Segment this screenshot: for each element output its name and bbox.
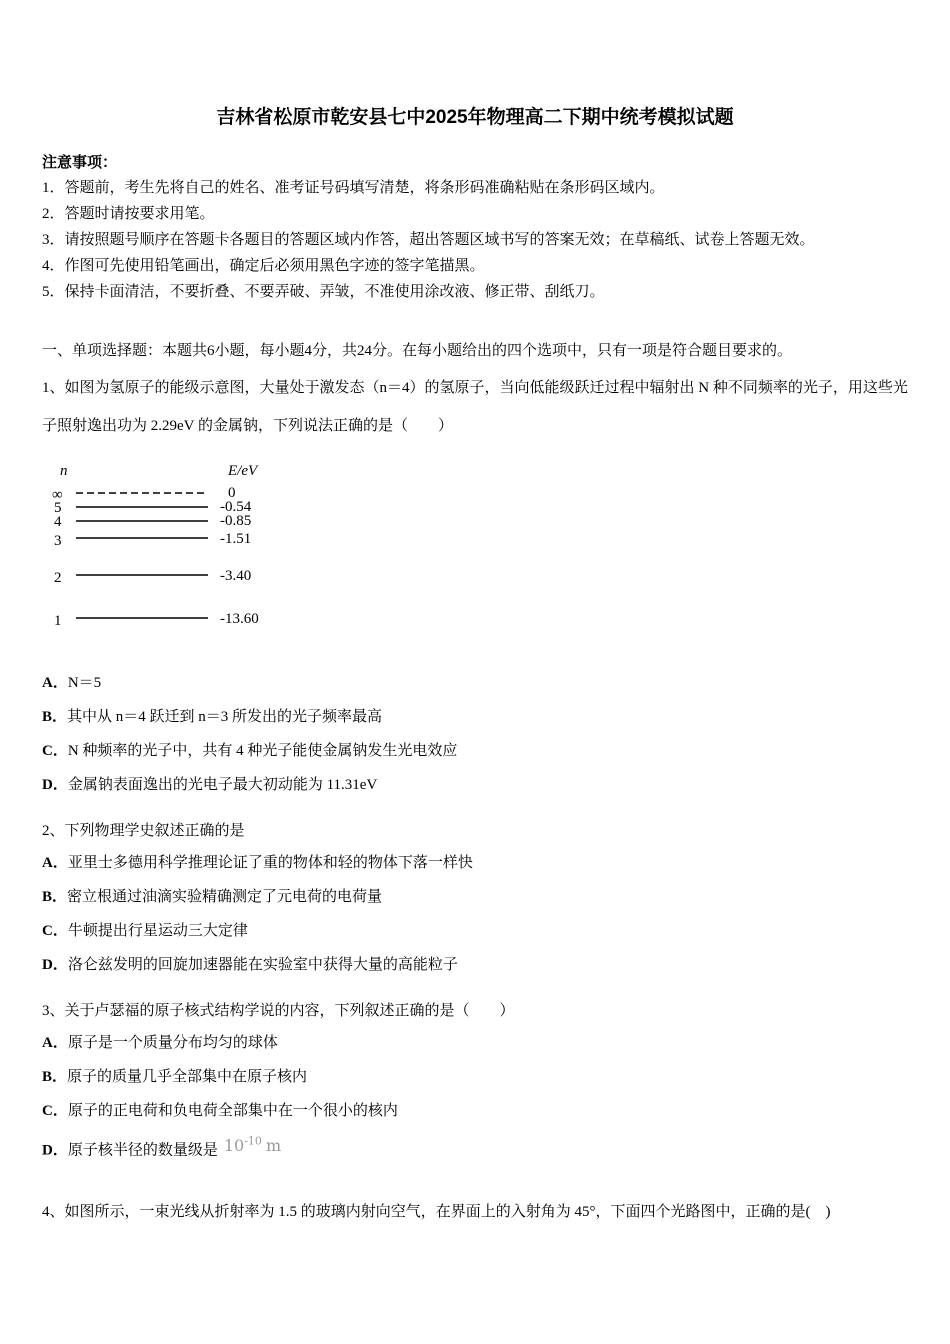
- option-label: B．: [42, 709, 68, 725]
- question-1-stem: 1、如图为氢原子的能级示意图，大量处于激发态（n＝4）的氢原子，当向低能级跃迁过程中辐射出 N 种不同频率的光子，用这些光子照射逸出功为 2.29eV 的金属钠，下列说法正确的是（ ）: [42, 380, 908, 434]
- question-3-option-a: [42, 1026, 908, 1060]
- option-label: C．: [42, 1103, 68, 1119]
- power-of-ten-formula: [224, 1136, 281, 1155]
- question-1-option-d: [42, 768, 908, 802]
- option-label: C．: [42, 743, 68, 759]
- question-1-option-c: [42, 734, 908, 768]
- level-value-3: -1.51: [220, 531, 252, 547]
- formula-base: 10: [223, 1136, 245, 1156]
- question-2-option-b: [42, 880, 908, 914]
- question-1: [42, 369, 908, 802]
- level-value-1: -13.60: [220, 611, 259, 627]
- option-text: 原子的正电荷和负电荷全部集中在一个很小的核内: [67, 1103, 398, 1119]
- level-value-4: -0.85: [220, 513, 252, 529]
- question-2-stem: 2、下列物理学史叙述正确的是: [42, 823, 245, 839]
- option-text: 洛仑兹发明的回旋加速器能在实验室中获得大量的高能粒子: [67, 957, 458, 973]
- question-1-option-a: [42, 666, 908, 700]
- option-label: D．: [42, 957, 68, 973]
- level-label-5: 5: [54, 500, 62, 516]
- level-label-3: 3: [54, 533, 62, 549]
- level-label-2: 2: [54, 570, 62, 586]
- question-3-stem: 3、关于卢瑟福的原子核式结构学说的内容，下列叙述正确的是（ ）: [42, 1003, 515, 1019]
- level-value-5: -0.54: [220, 499, 252, 515]
- option-label: C．: [42, 923, 68, 939]
- level-label-infinity: ∞: [52, 487, 63, 503]
- question-4: [42, 1197, 908, 1227]
- question-2: [42, 816, 908, 982]
- question-3-option-d: [42, 1128, 908, 1167]
- question-4-stem: 4、如图所示，一束光线从折射率为 1.5 的玻璃内射向空气，在界面上的入射角为 45°，下面四个光路图中，正确的是( ): [42, 1204, 831, 1221]
- level-value-2: -3.40: [220, 568, 252, 584]
- notice-item-1: 1．答题前，考生先将自己的姓名、准考证号码填写清楚，将条形码准确粘贴在条形码区域内。: [42, 180, 665, 196]
- option-text: N＝5: [67, 675, 102, 691]
- option-text: 原子的质量几乎全部集中在原子核内: [67, 1069, 308, 1085]
- option-label: A．: [42, 855, 68, 871]
- level-label-1: 1: [54, 613, 62, 629]
- option-label: B．: [42, 889, 68, 905]
- notice-heading: 注意事项：: [42, 155, 118, 171]
- option-text: 牛顿提出行星运动三大定律: [67, 923, 248, 939]
- question-3-option-c: [42, 1094, 908, 1128]
- option-label: D．: [42, 777, 68, 793]
- notice-section: [42, 151, 908, 305]
- option-label: A．: [42, 675, 68, 691]
- diagram-n-axis-label: n: [60, 463, 68, 479]
- exam-title: 吉林省松原市乾安县七中2025年物理高二下期中统考模拟试题: [216, 107, 734, 128]
- diagram-e-axis-label: E/eV: [228, 463, 258, 479]
- level-value-infinity: 0: [228, 485, 236, 501]
- option-text: 亚里士多德用科学推理论证了重的物体和轻的物体下落一样快: [67, 855, 473, 871]
- question-3-option-b: [42, 1060, 908, 1094]
- formula-unit: m: [265, 1136, 282, 1156]
- option-text: N 种频率的光子中，共有 4 种光子能使金属钠发生光电效应: [67, 743, 458, 759]
- option-text: 其中从 n＝4 跃迁到 n＝3 所发出的光子频率最高: [67, 709, 383, 725]
- option-text: 密立根通过油滴实验精确测定了元电荷的电荷量: [67, 889, 383, 905]
- level-label-4: 4: [54, 514, 62, 530]
- notice-item-4: 4．作图可先使用铅笔画出，确定后必须用黑色字迹的签字笔描黑。: [42, 258, 485, 274]
- option-text: 金属钠表面逸出的光电子最大初动能为 11.31eV: [67, 777, 378, 793]
- option-label: A．: [42, 1035, 68, 1051]
- question-2-option-a: [42, 846, 908, 880]
- option-label: B．: [42, 1069, 68, 1085]
- section-1-heading: 一、单项选择题：本题共6小题，每小题4分，共24分。在每小题给出的四个选项中，只有一项是符合题目要求的。: [42, 343, 793, 359]
- question-1-option-b: [42, 700, 908, 734]
- question-3: [42, 996, 908, 1167]
- notice-item-5: 5．保持卡面清洁，不要折叠、不要弄破、弄皱，不准使用涂改液、修正带、刮纸刀。: [42, 284, 605, 300]
- option-text: 原子核半径的数量级是: [67, 1142, 218, 1159]
- notice-item-3: 3．请按照题号顺序在答题卡各题目的答题区域内作答，超出答题区域书写的答案无效；在草稿纸、试卷上答题无效。: [42, 232, 815, 248]
- question-2-option-d: [42, 948, 908, 982]
- question-2-option-c: [42, 914, 908, 948]
- energy-level-diagram: [50, 459, 350, 644]
- formula-exponent: -10: [244, 1135, 262, 1148]
- option-label: D．: [42, 1142, 68, 1159]
- notice-item-2: 2．答题时请按要求用笔。: [42, 206, 215, 222]
- option-text: 原子是一个质量分布均匀的球体: [67, 1035, 278, 1051]
